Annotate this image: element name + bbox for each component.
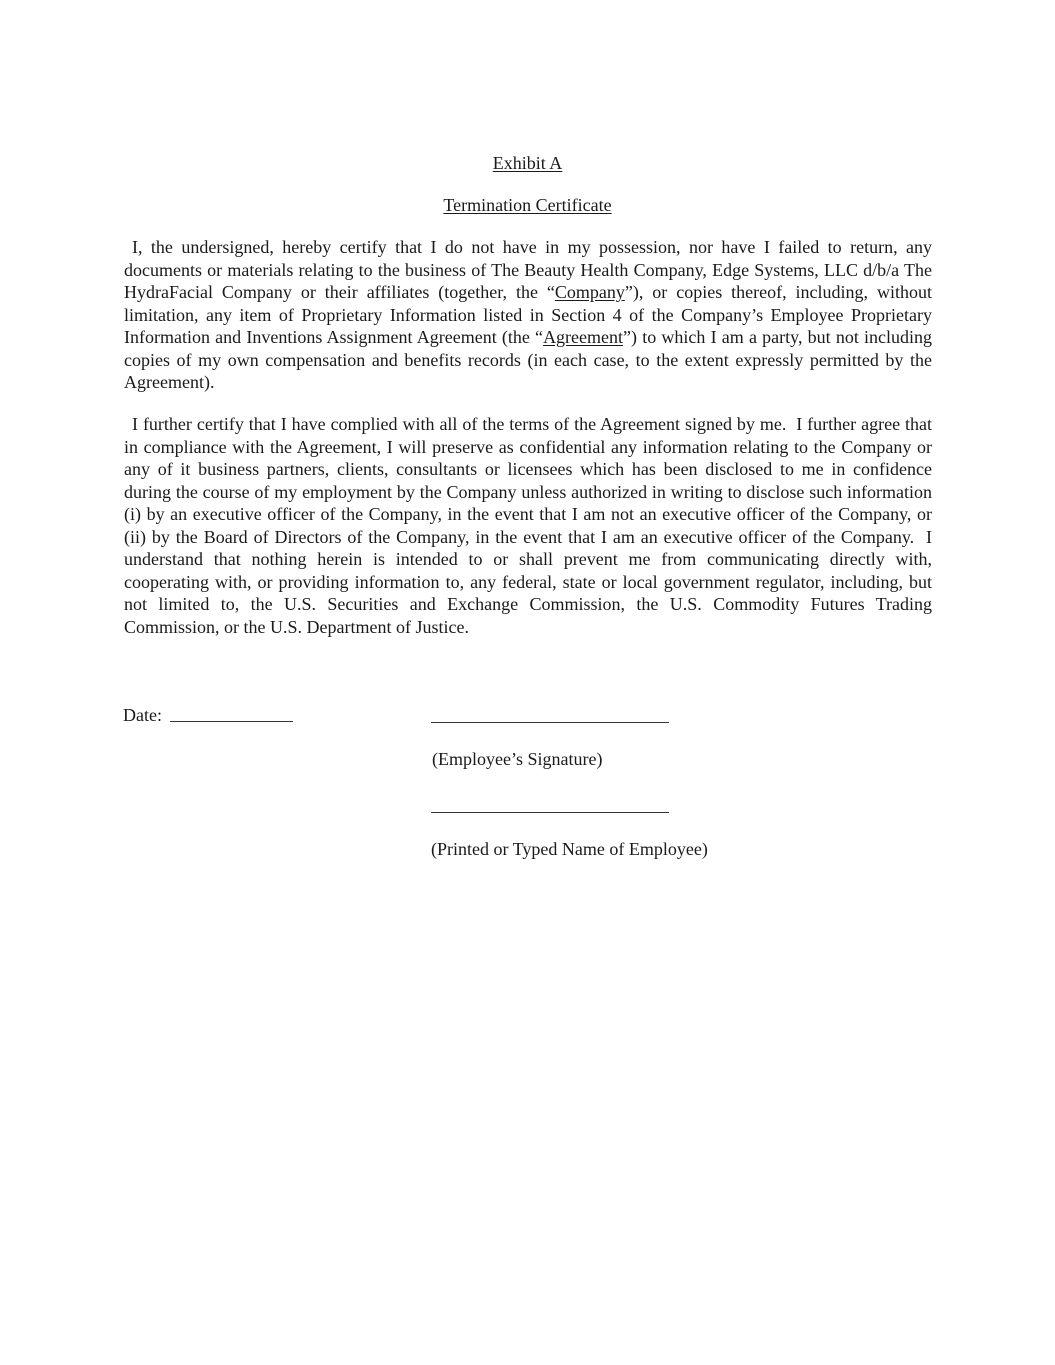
defined-term-company: Company [554,282,625,302]
paragraph1-text-a: I, the undersigned, hereby certify that I do not have in my possession, nor have I failed to return, any documents or materials relating to the business of The Beauty Health Company, Edge Systems, LLC d/b/a The HydraFacial Company or their affiliates (together, the “ [124,237,932,302]
date-blank-line[interactable] [170,721,293,722]
certificate-heading [0,194,1055,216]
certification-paragraph-1 [124,236,932,394]
paragraph1-text-b: ”), or copies thereof, including, without limitation, any item of Proprietary Information listed in Section 4 of the Company’s Employee Proprietary Information and Inventions Assignment Agreement (the “ [124,282,932,347]
certification-paragraph-2: I further certify that I have complied with all of the terms of the Agreement signed by me. I further agree that in compliance with the Agreement, I will preserve as confidential any information relating to the Company or any of it business partners, clients, consultants or licensees which has been disclosed to me in confidence during the course of my employment by the Company unless authorized in writing to disclose such information (i) by an executive officer of the Company, in the event that I am not an executive officer of the Company, or (ii) by the Board of Directors of the Company, in the event that I am an executive officer of the Company. I understand that nothing herein is intended to or shall prevent me from communicating directly with, cooperating with, or providing information to, any federal, state or local government regulator, including, but not limited to, the U.S. Securities and Exchange Commission, the U.S. Commodity Futures Trading Commission, or the U.S. Department of Justice. [124,414,932,637]
defined-term-agreement: Agreement [543,327,624,347]
employee-signature-line[interactable] [431,722,669,723]
employee-name-line[interactable] [431,812,669,813]
employee-signature-label: (Employee’s Signature) [432,749,603,769]
exhibit-title: Exhibit A [492,153,563,173]
exhibit-heading [0,152,1055,174]
employee-name-label: (Printed or Typed Name of Employee) [431,839,708,859]
certificate-title: Termination Certificate [443,195,612,215]
paragraph1-text-c: ”) to which I am a party, but not including copies of my own compensation and benefits records (in each case, to the extent expressly permitted by the Agreement). [124,327,933,392]
date-label: Date: [123,705,162,725]
